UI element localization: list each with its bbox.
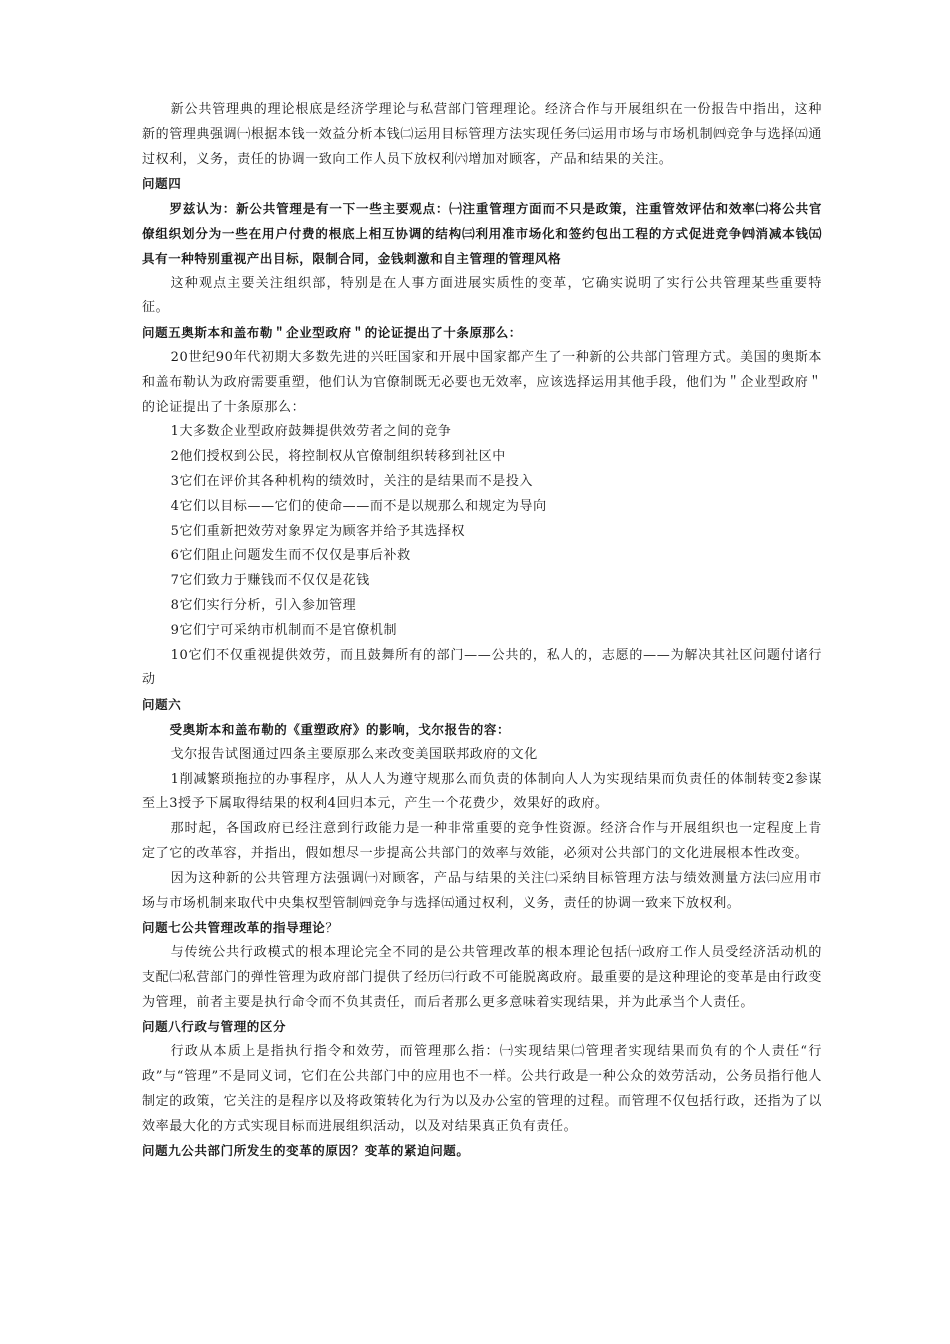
paragraph-gore-report-title: 受奥斯本和盖布勒的《重塑政府》的影响，戈尔报告的容：: [169, 721, 511, 737]
heading-question-5: 问题五奥斯本和盖布勒＂企业型政府＂的论证提出了十条原那么：: [142, 325, 522, 341]
heading-question-7-text: 问题七公共管理改革的指导理论: [142, 920, 326, 936]
list-item: 8它们实行分析，引入参加管理: [170, 597, 357, 613]
list-item: 10它们不仅重视提供效劳，而且鼓舞所有的部门——公共的，私人的，志愿的——为解决其社区问题付诸行动: [142, 647, 822, 688]
paragraph-new-public-management-theory: 新公共管理典的理论根底是经济学理论与私营部门管理理论。经济合作与开展组织在一份报告中指出，这种新的管理典强调㈠根据本钱一效益分析本钱㈡运用目标管理方法实现任务㈢运用市场与市场机制㈣竞争与选择㈤通过权利，义务，责任的协调一致向工作人员下放权利㈥增加对顾客，产品和结果的关注。: [142, 102, 823, 167]
document-page: [142, 98, 822, 1164]
heading-question-4: 问题四: [142, 176, 182, 192]
heading-question-7-mark: ？: [325, 920, 339, 936]
paragraph-gore-report-items: 1削减繁琐拖拉的办事程序，从人人为遵守规那么而负责的体制向人人为实现结果而负责任的体制转变2参谋至上3授予下属取得结果的权利4回归本元，产生一个花费少，效果好的政府。: [142, 771, 822, 812]
list-item: 3它们在评价其各种机构的绩效时，关注的是结果而不是投入: [170, 473, 534, 489]
heading-question-9: 问题九公共部门所发生的变革的原因？变革的紧迫问题。: [142, 1143, 470, 1159]
paragraph-rhodes-focus: 这种观点主要关注组织部，特别是在人事方面进展实质性的变革，它确实说明了实行公共管理某些重要特征。: [142, 275, 822, 316]
paragraph-reform-theory: 与传统公共行政模式的根本理论完全不同的是公共管理改革的根本理论包括㈠政府工作人员受经济活动机的支配㈡私营部门的弹性管理为政府部门提供了经历㈢行政不可能脱离政府。最重要的是这种理论的变革是由行政变为管理，前者主要是执行命令而不负其责任，而后者那么更多意味着实现结果，并为此承当个人责任。: [142, 945, 823, 1010]
list-item: 4它们以目标——它们的使命——而不是以规那么和规定为导向: [170, 498, 547, 514]
paragraph-administrative-capacity: 那时起，各国政府已经注意到行政能力是一种非常重要的竞争性资源。经济合作与开展组织也一定程度上肯定了它的改革容，并指出，假如想尽一步提高公共部门的效率与效能，必须对公共部门的文化进展根本性改变。: [142, 821, 822, 861]
list-item: 7它们致力于赚钱而不仅仅是花钱: [170, 573, 370, 589]
paragraph-new-method-emphasis: 因为这种新的公共管理方法强调㈠对顾客，产品与结果的关注㈡采纳目标管理方法与绩效测量方法㈢应用市场与市场机制来取代中央集权型管制㈣竞争与选择㈤通过权利，义务，责任的协调一致来下放权利。: [142, 870, 822, 911]
list-item: 2他们授权到公民，将控制权从官僚制组织转移到社区中: [170, 449, 506, 465]
list-item: 9它们宁可采纳市机制而不是官僚机制: [170, 622, 398, 638]
heading-question-8: 问题八行政与管理的区分: [142, 1019, 287, 1035]
heading-question-7: [142, 916, 822, 941]
list-item: 6它们阻止问题发生而不仅仅是事后补救: [170, 548, 411, 564]
paragraph-osborne-gaebler-intro: 20世纪90年代初期大多数先进的兴旺国家和开展中国家都产生了一种新的公共部门管理方式。美国的奥斯本和盖布勒认为政府需要重塑，他们认为官僚制既无必要也无效率，应该选择运用其他手段，他们为＂企业型政府＂的论证提出了十条原那么：: [142, 349, 823, 415]
principles-list: [142, 420, 822, 693]
paragraph-gore-report-principles: 戈尔报告试图通过四条主要原那么来改变美国联邦政府的文化: [170, 746, 538, 762]
heading-question-6: 问题六: [142, 697, 182, 713]
list-item: 1大多数企业型政府鼓舞提供效劳者之间的竞争: [170, 424, 452, 440]
paragraph-administration-vs-management: 行政从本质上是指执行指令和效劳，而管理那么指：㈠实现结果㈡管理者实现结果而负有的个人责任“行政”与“管理”不是同义词，它们在公共部门中的应用也不一样。公共行政是一种公众的效劳活动，公务员指行他人制定的政策，它关注的是程序以及将政策转化为行为以及办公室的管理的过程。而管理不仅包括行政，还指为了以效率最大化的方式实现目标而进展组织活动，以及对结果真正负有责任。: [142, 1044, 823, 1134]
paragraph-rhodes-views: 罗兹认为：新公共管理是有一下一些主要观点：㈠注重管理方面而不只是政策，注重管效评估和效率㈡将公共官僚组织划分为一些在用户付费的根底上相互协调的结构㈢利用准市场化和签约包出工程的方式促进竞争㈣消减本钱㈤具有一种特别重视产出目标，限制合同，金钱刺激和自主管理的管理风格: [142, 201, 822, 266]
list-item: 5它们重新把效劳对象界定为顾客并给予其选择权: [170, 523, 466, 539]
